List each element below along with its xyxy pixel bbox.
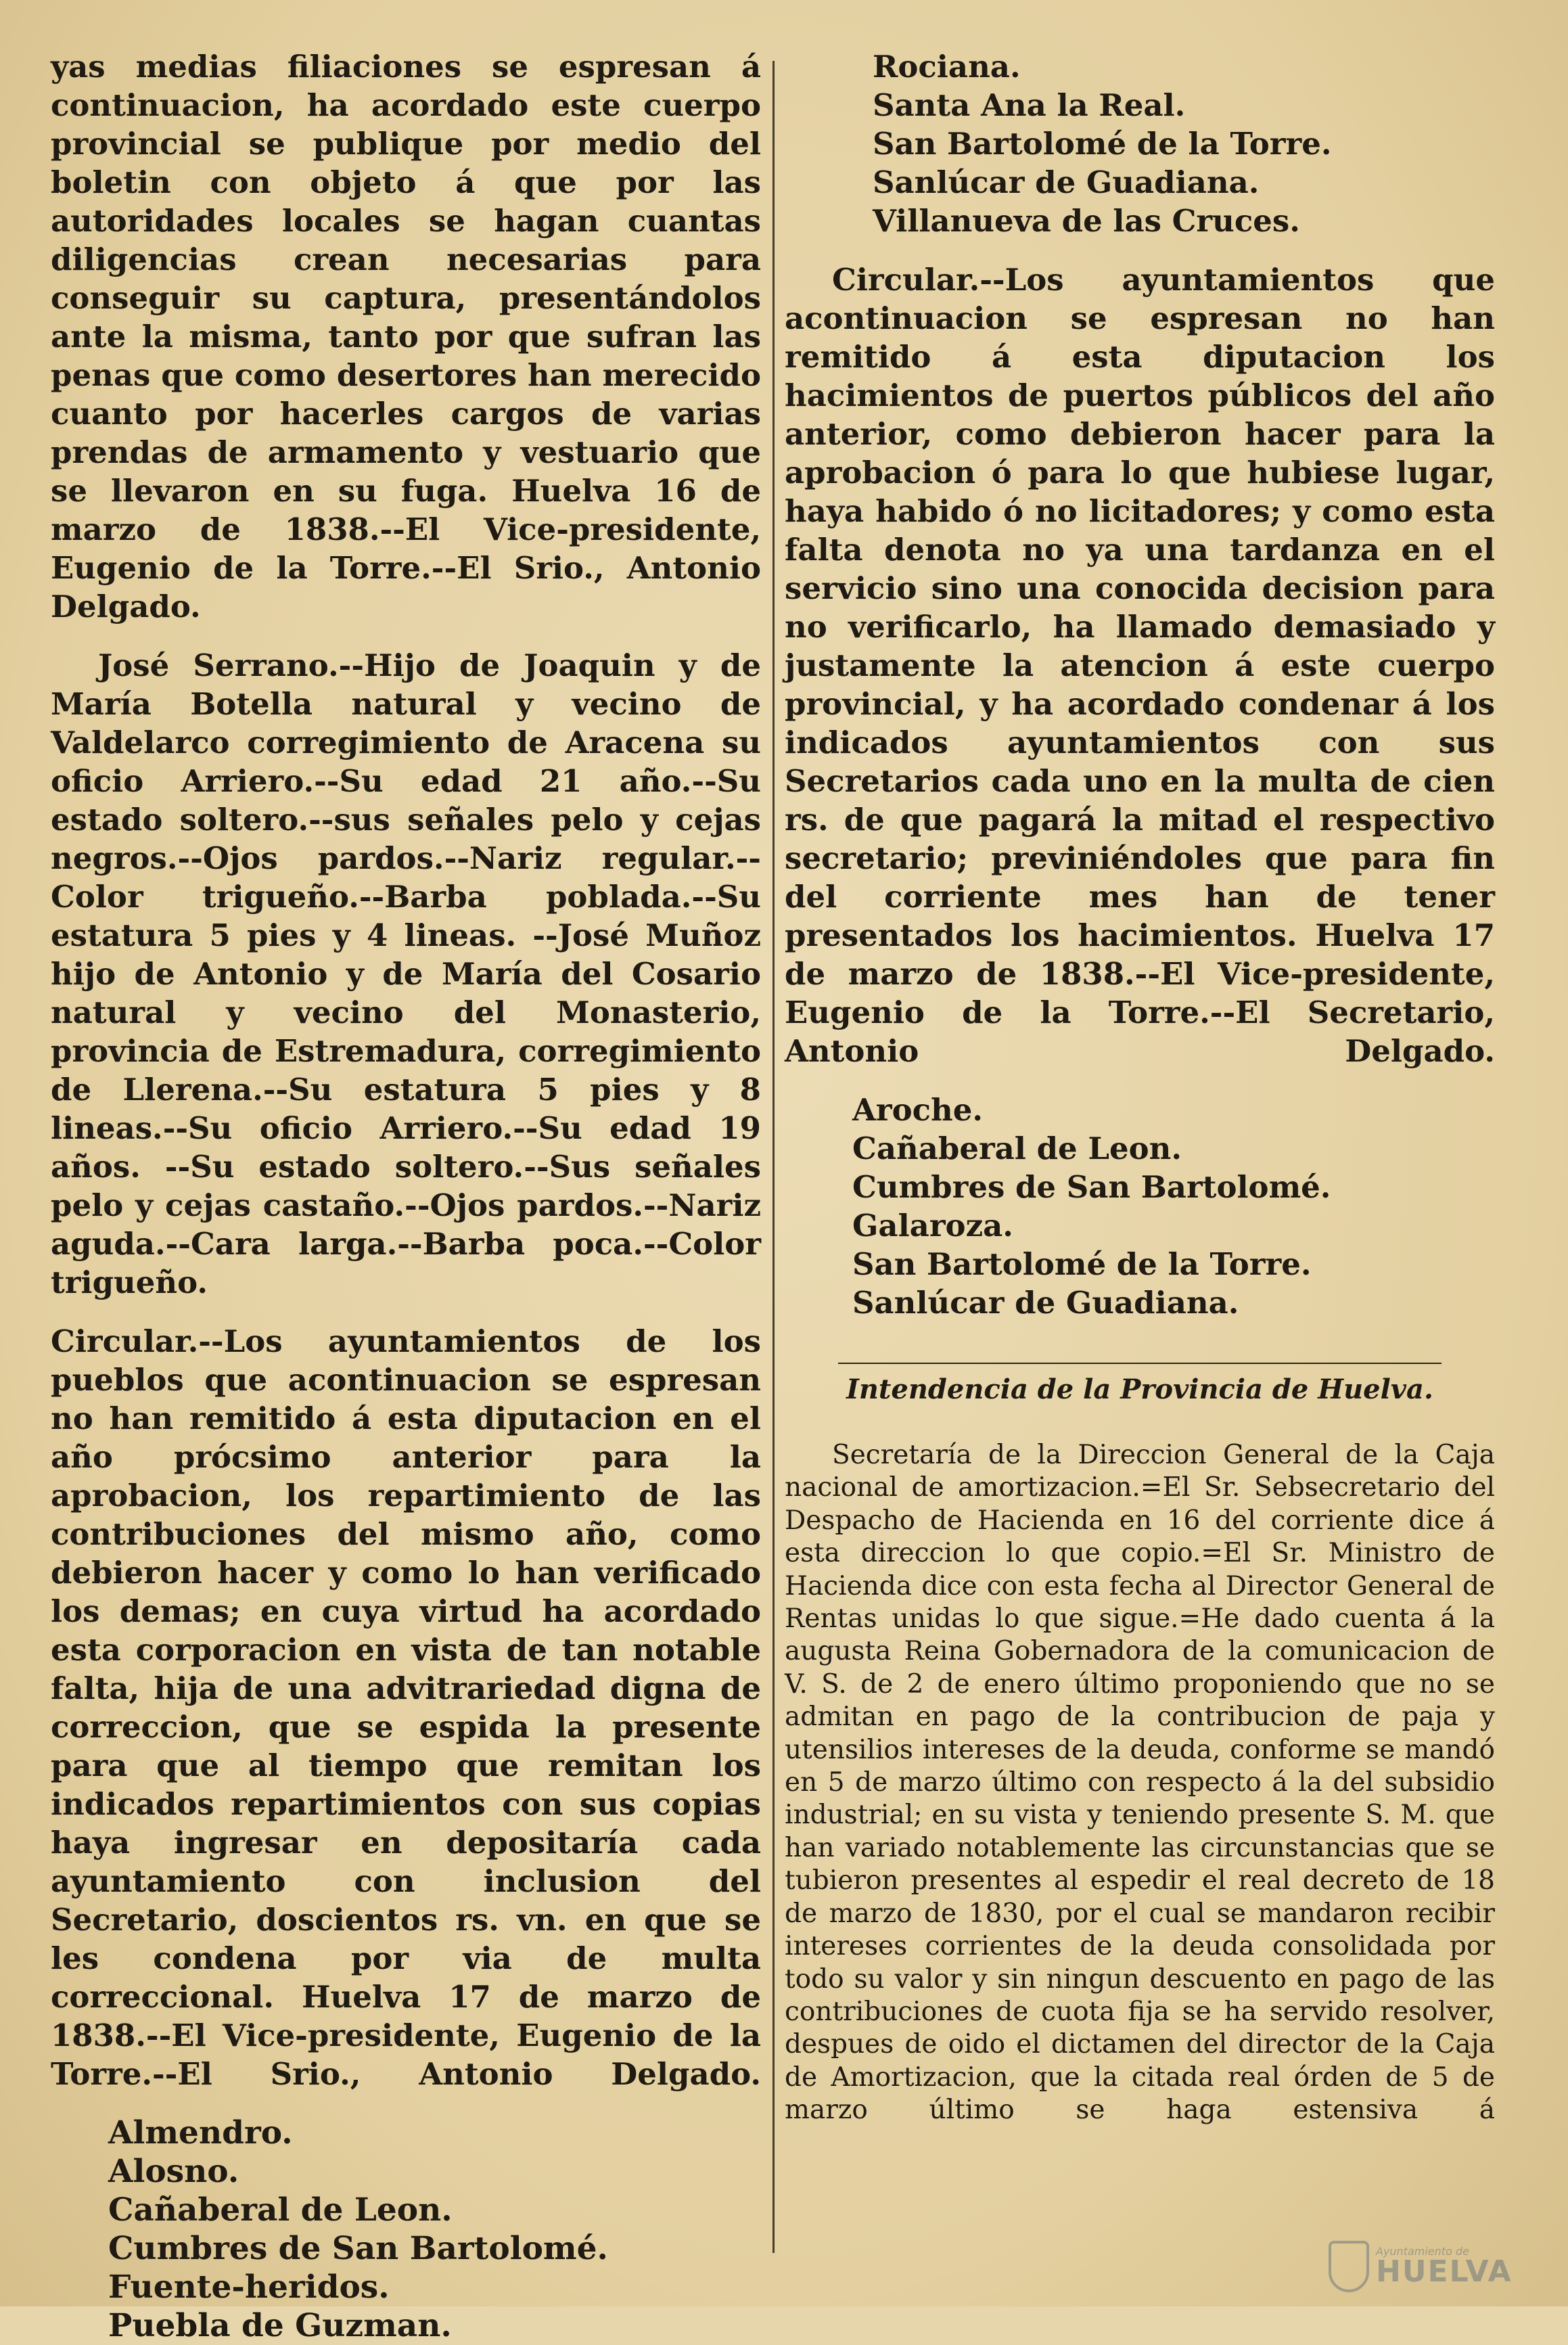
watermark-line-2: HUELVA [1376, 2254, 1513, 2289]
column-divider [773, 61, 775, 2253]
list-item: San Bartolomé de la Torre. [873, 126, 1332, 162]
list-item: Rociana. [873, 49, 1021, 85]
list-item: Alosno. [108, 2153, 239, 2190]
right-column [785, 47, 1495, 2127]
circular-repartimientos: Circular.--Los ayuntamientos de los pueblos que acontinuacion se espresan no han remitido á esta diputacion en el año prócsimo anterior para la aprobacion, los repartimiento de las contribuciones del mismo año, como debieron hacer y como lo han verificado los demas; en cuya virtud ha acordado esta corporacion en vista de tan notable falta, hija de una advitrariedad digna de correccion, que se espida la presente para que al tiempo que remitan los indicados repartimientos con sus copias haya ingresar en depositaría cada ayuntamiento con inclusion del Secretario, doscientos rs. vn. en que se les condena por via de multa correccional. Huelva 17 de marzo de 1838.--El Vice-presidente, Eugenio de la Torre.--El Srio., Antonio Delgado. [51, 1323, 761, 2092]
list-item: Aroche. [852, 1092, 984, 1128]
towns-list-left [51, 2114, 761, 2345]
shield-icon [1329, 2241, 1369, 2292]
section-title: Intendencia de la Provincia de Huelva. [838, 1363, 1442, 1405]
left-column [51, 47, 761, 2345]
list-item: Cañaberal de Leon. [852, 1131, 1182, 1166]
watermark-line-1: Ayuntamiento de [1376, 2245, 1469, 2258]
list-item: San Bartolomé de la Torre. [852, 1246, 1312, 1282]
circular-hacimientos: Circular.--Los ayuntamientos que acontinuacion se espresan no han remitido á esta diputacion los hacimientos de puertos públicos del año anterior, como debieron hacer para la aprobacion ó para lo que hubiese lugar, haya habido ó no licitadores; y como esta falta denota no ya una tardanza en el servicio sino una conocida decision para no verificarlo, ha llamado demasiado y justamente la atencion á este cuerpo provincial, y ha acordado condenar á los indicados ayuntamientos con sus Secretarios cada uno en la multa de cien rs. de que pagará la mitad el respectivo secretario; previniéndoles que para fin del corriente mes han de tener presentados los hacimientos. Huelva 17 de marzo de 1838.--El Vice-presidente, Eugenio de la Torre.--El Secretario, Antonio Delgado. [785, 262, 1495, 1069]
list-item: Sanlúcar de Guadiana. [873, 164, 1260, 200]
ayuntamiento-watermark [1329, 2236, 1552, 2297]
towns-list-right-top [785, 47, 1495, 240]
deserters-descriptions: José Serrano.--Hijo de Joaquin y de María Botella natural y vecino de Valdelarco corregimiento de Aracena su oficio Arriero.--Su edad 21 año.--Su estado soltero.--sus señales pelo y cejas negros.--Ojos pardos.--Nariz regular.--Color trigueño.--Barba poblada.--Su estatura 5 pies y 4 lineas. --José Muñoz hijo de Antonio y de María del Cosario natural y vecino del Monasterio, provincia de Estremadura, corregimiento de Llerena.--Su estatura 5 pies y 8 lineas.--Su oficio Arriero.--Su edad 19 años. --Su estado soltero.--Sus señales pelo y cejas castaño.--Ojos pardos.--Nariz aguda.--Cara larga.--Barba poca.--Color trigueño. [51, 647, 761, 1300]
desertion-notice: yas medias filiaciones se espresan á continuacion, ha acordado este cuerpo provincial se publique por medio del boletin con objeto á que por las autoridades locales se hagan cuantas diligencias crean necesarias para conseguir su captura, presentándolos ante la misma, tanto por que sufran las penas que como desertores han merecido cuanto por hacerles cargos de varias prendas de armamento y vestuario que se llevaron en su fuga. Huelva 16 de marzo de 1838.--El Vice-presidente, Eugenio de la Torre.--El Srio., Antonio Delgado. [51, 49, 761, 624]
list-item: Cumbres de San Bartolomé. [852, 1169, 1331, 1205]
list-item: Sanlúcar de Guadiana. [852, 1285, 1239, 1321]
towns-list-right-mid [785, 1091, 1495, 1322]
list-item: Puebla de Guzman. [108, 2307, 452, 2344]
list-item: Fuente-heridos. [108, 2269, 390, 2306]
list-item: Almendro. [108, 2114, 293, 2152]
intendencia-text: Secretaría de la Direccion General de la Caja nacional de amortizacion.=El Sr. Sebsecretario del Despacho de Hacienda en 16 del corriente dice á esta direccion lo que copio.=El Sr. Ministro de Hacienda dice con esta fecha al Director General de Rentas unidas lo que sigue.=He dado cuenta á la augusta Reina Gobernadora de la comunicacion de V. S. de 2 de enero último proponiendo que no se admitan en pago de la contribucion de paja y utensilios intereses de la deuda, conforme se mandó en 5 de marzo último con respecto á la del subsidio industrial; en su vista y teniendo presente S. M. que han variado notablemente las circunstancias que se tubieron presentes al espedir el real decreto de 18 de marzo de 1830, por el cual se mandaron recibir intereses corrientes de la deuda consolidada por todo su valor y sin ningun descuento en pago de las contribuciones de cuota fija se ha servido resolver, despues de oido el dictamen del director de la Caja de Amortizacion, que la citada real órden de 5 de marzo último se haga estensiva á [785, 1440, 1495, 2126]
list-item: Galaroza. [852, 1208, 1013, 1244]
list-item: Cumbres de San Bartolomé. [108, 2230, 608, 2267]
list-item: Cañaberal de Leon. [108, 2191, 453, 2229]
list-item: Santa Ana la Real. [873, 87, 1186, 123]
list-item: Villanueva de las Cruces. [873, 203, 1300, 239]
